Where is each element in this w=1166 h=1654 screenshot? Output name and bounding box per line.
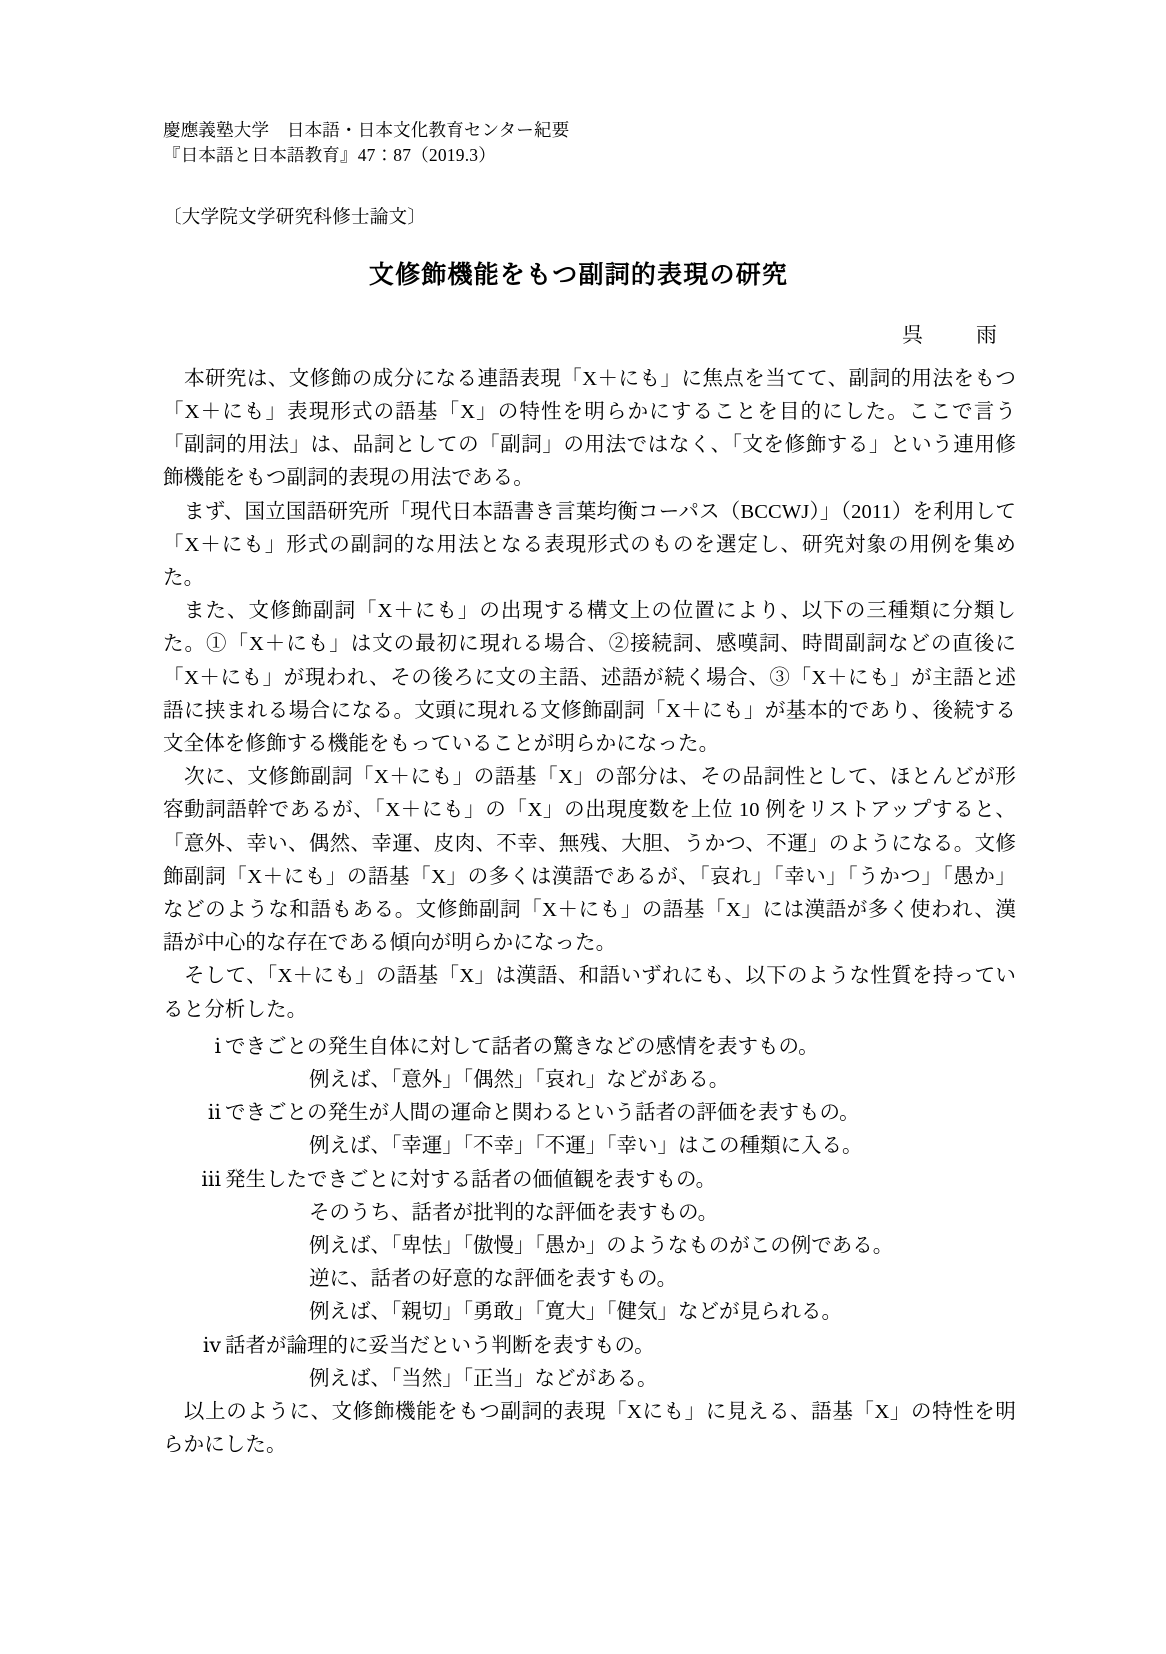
property-list	[163, 1031, 1016, 1396]
list-item	[163, 1031, 1016, 1097]
list-item-example: 例えば、「卑怯」「傲慢」「愚か」のようなものがこの例である。	[309, 1235, 894, 1258]
list-item-subnote: 逆に、話者の好意的な評価を表すもの。	[309, 1268, 678, 1291]
journal-issue-line: 『日本語と日本語教育』47：87（2019.3）	[163, 145, 496, 166]
list-item	[163, 1164, 1016, 1330]
journal-name-line: 慶應義塾大学 日本語・日本文化教育センター紀要	[163, 120, 570, 140]
document-type-label: 〔大学院文学研究科修士論文〕	[163, 207, 427, 228]
author-byline	[163, 319, 1016, 349]
list-marker: ⅲ	[201, 1168, 221, 1191]
paragraph-5: そして、「X＋にも」の語基「X」は漢語、和語いずれにも、以下のような性質を持っていると分析した。	[163, 965, 1016, 1021]
list-marker: ⅰ	[214, 1035, 221, 1058]
paragraph-4: 次に、文修飾副詞「X＋にも」の語基「X」の部分は、その品詞性として、ほとんどが形容動詞語幹であるが、「X＋にも」の「X」の出現度数を上位 10 例をリストアップすると、「意外、幸い、偶然、幸運、皮肉、不幸、無残、大胆、うかつ、不運」のようになる。文修飾副詞「X＋にも」の語基「X」の多くは漢語であるが、「哀れ」「幸い」「うかつ」「愚か」などのような和語もある。文修飾副詞「X＋にも」の語基「X」には漢語が多く使われ、漢語が中心的な存在である傾向が明らかになった。	[163, 766, 1016, 955]
list-item	[163, 1330, 1016, 1396]
list-marker: ⅱ	[207, 1102, 221, 1125]
list-item-example: 例えば、「当然」「正当」などがある。	[309, 1367, 658, 1390]
author-family-name: 呉	[902, 322, 924, 347]
list-item-example: 例えば、「意外」「偶然」「哀れ」などがある。	[309, 1069, 730, 1092]
list-item-subnote: そのうち、話者が批判的な評価を表すもの。	[309, 1201, 719, 1224]
list-item-text: できごとの発生が人間の運命と関わるという話者の評価を表すもの。	[225, 1102, 860, 1125]
page-title: 文修飾機能をもつ副詞的表現の研究	[368, 261, 789, 289]
list-item-example: 例えば、「親切」「勇敢」「寛大」「健気」などが見られる。	[309, 1301, 842, 1324]
author-given-name: 雨	[976, 322, 998, 347]
list-item-example: 例えば、「幸運」「不幸」「不運」「幸い」はこの種類に入る。	[309, 1135, 863, 1158]
closing-paragraph: 以上のように、文修飾機能をもつ副詞的表現「Xにも」に見える、語基「X」の特性を明らかにした。	[163, 1401, 1016, 1457]
journal-header	[163, 118, 1016, 169]
paragraph-2: まず、国立国語研究所「現代日本語書き言葉均衡コーパス（BCCWJ）」（2011）を利用して「X＋にも」形式の副詞的な用法となる表現形式のものを選定し、研究対象の用例を集めた。	[163, 500, 1016, 589]
list-marker: ⅳ	[202, 1334, 221, 1357]
list-item-text: 話者が論理的に妥当だという判断を表すもの。	[225, 1334, 655, 1357]
list-item-text: 発生したできごとに対する話者の価値観を表すもの。	[225, 1168, 717, 1191]
list-item	[163, 1097, 1016, 1163]
paragraph-1: 本研究は、文修飾の成分になる連語表現「X＋にも」に焦点を当てて、副詞的用法をもつ「X＋にも」表現形式の語基「X」の特性を明らかにすることを目的にした。ここで言う「副詞的用法」は、品詞としての「副詞」の用法ではなく、「文を修飾する」という連用修飾機能をもつ副詞的表現の用法である。	[163, 367, 1016, 490]
paragraph-3: また、文修飾副詞「X＋にも」の出現する構文上の位置により、以下の三種類に分類した。①「X＋にも」は文の最初に現れる場合、②接続詞、感嘆詞、時間副詞などの直後に「X＋にも」が現われ、その後ろに文の主語、述語が続く場合、③「X＋にも」が主語と述語に挟まれる場合になる。文頭に現れる文修飾副詞「X＋にも」が基本的であり、後続する文全体を修飾する機能をもっていることが明らかになった。	[163, 600, 1016, 755]
list-item-text: できごとの発生自体に対して話者の驚きなどの感情を表すもの。	[225, 1035, 819, 1058]
